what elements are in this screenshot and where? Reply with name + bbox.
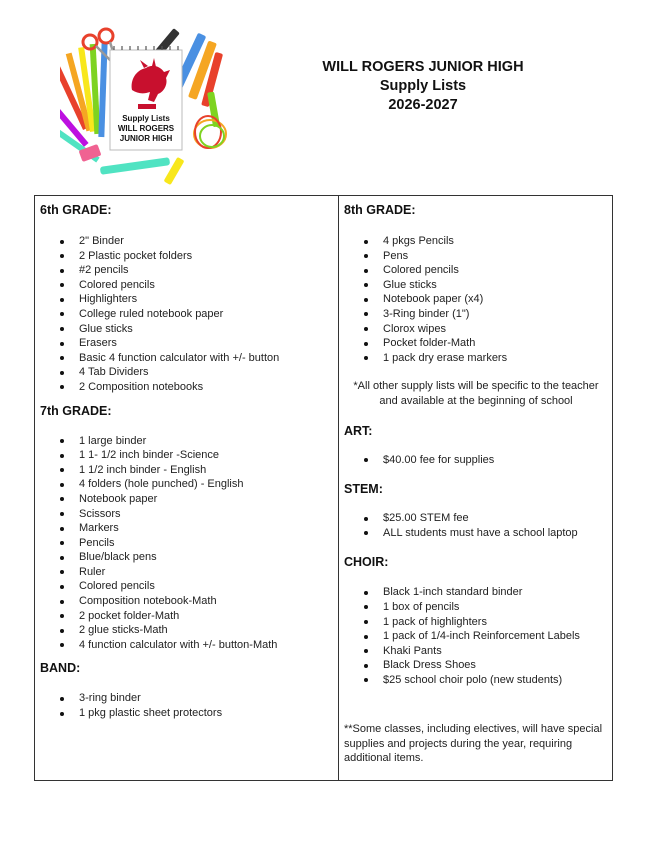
list-item: 4 function calculator with +/- button-Math	[40, 638, 338, 653]
list-item: $40.00 fee for supplies	[344, 453, 612, 468]
list-item: Scissors	[40, 507, 338, 522]
list-item: 2" Binder	[40, 234, 338, 249]
item-list	[40, 234, 338, 395]
section-title: BAND:	[40, 661, 81, 676]
section-choir	[344, 554, 612, 687]
list-item: Markers	[40, 521, 338, 536]
left-column	[35, 196, 339, 780]
section-title: 6th GRADE:	[40, 203, 112, 217]
list-item: Colored pencils	[344, 263, 612, 278]
section-title: ART:	[344, 423, 373, 438]
supply-table	[34, 195, 613, 781]
section-7th-grade	[40, 403, 338, 653]
note-line: *All other supply lists will be specific to the teacher	[353, 380, 599, 393]
list-item: Basic 4 function calculator with +/- button	[40, 351, 338, 366]
section-title: 7th GRADE:	[40, 403, 112, 418]
section-art	[344, 423, 612, 468]
notebook-icon	[110, 46, 182, 150]
list-item: Erasers	[40, 336, 338, 351]
notebook-label-line3: JUNIOR HIGH	[119, 134, 173, 143]
item-list	[344, 453, 612, 468]
list-item: Glue sticks	[344, 278, 612, 293]
list-item: Notebook paper	[40, 492, 338, 507]
list-item: Black Dress Shoes	[344, 658, 612, 673]
list-item: 2 glue sticks-Math	[40, 623, 338, 638]
list-item: Highlighters	[40, 292, 338, 307]
list-item: Composition notebook-Math	[40, 594, 338, 609]
teacher-note	[344, 379, 608, 408]
item-list	[344, 585, 612, 687]
list-item: Blue/black pens	[40, 550, 338, 565]
list-item: 1 pack dry erase markers	[344, 351, 612, 366]
list-item: 2 Plastic pocket folders	[40, 249, 338, 264]
section-8th-grade	[344, 202, 612, 409]
list-item: 1 pkg plastic sheet protectors	[40, 706, 338, 721]
section-title: 8th GRADE:	[344, 203, 416, 217]
list-item: 2 pocket folder-Math	[40, 609, 338, 624]
list-item: Ruler	[40, 565, 338, 580]
list-item: 1 pack of highlighters	[344, 615, 612, 630]
note-line: and available at the beginning of school	[379, 394, 573, 407]
document-title	[300, 58, 546, 115]
list-item: Notebook paper (x4)	[344, 292, 612, 307]
section-band	[40, 660, 338, 720]
list-item: $25 school choir polo (new students)	[344, 673, 612, 688]
item-list	[40, 691, 338, 720]
section-title: STEM:	[344, 482, 383, 497]
list-item: 3-Ring binder (1")	[344, 307, 612, 322]
list-item: $25.00 STEM fee	[344, 511, 612, 526]
section-title: CHOIR:	[344, 555, 389, 570]
list-item: Colored pencils	[40, 278, 338, 293]
list-item: 4 pkgs Pencils	[344, 234, 612, 249]
list-item: 1 1- 1/2 inch binder -Science	[40, 448, 338, 463]
school-year: 2026-2027	[388, 97, 458, 113]
list-item: Glue sticks	[40, 322, 338, 337]
list-item: College ruled notebook paper	[40, 307, 338, 322]
school-name: WILL ROGERS JUNIOR HIGH	[322, 59, 524, 75]
list-item: Clorox wipes	[344, 322, 612, 337]
item-list	[344, 234, 612, 365]
list-item: 1 box of pencils	[344, 600, 612, 615]
list-item: Black 1-inch standard binder	[344, 585, 612, 600]
document-subtitle: Supply Lists	[379, 78, 467, 94]
note-line: additional items.	[344, 752, 424, 765]
note-line: supplies and projects during the year, requiring	[344, 737, 573, 750]
list-item: Khaki Pants	[344, 644, 612, 659]
list-item: Pencils	[40, 536, 338, 551]
list-item: #2 pencils	[40, 263, 338, 278]
colored-pencils-icon	[60, 42, 108, 163]
list-item: 1 1/2 inch binder - English	[40, 463, 338, 478]
list-item: 2 Composition notebooks	[40, 380, 338, 395]
item-list	[40, 434, 338, 653]
supplies-illustration	[60, 22, 230, 187]
list-item: Pens	[344, 249, 612, 264]
list-item: 3-ring binder	[40, 691, 338, 706]
rubber-bands-icon	[194, 116, 226, 148]
footer-note	[344, 722, 602, 766]
list-item: 4 Tab Dividers	[40, 365, 338, 380]
notebook-label-line2: WILL ROGERS	[117, 124, 175, 133]
notebook-label-line1: Supply Lists	[122, 114, 170, 123]
list-item: 1 pack of 1/4-inch Reinforcement Labels	[344, 629, 612, 644]
list-item: Colored pencils	[40, 579, 338, 594]
note-line: **Some classes, including electives, will have special	[344, 723, 603, 735]
item-list	[344, 511, 612, 540]
right-column	[339, 196, 612, 780]
section-6th-grade	[40, 202, 338, 395]
list-item: ALL students must have a school laptop	[344, 526, 612, 541]
list-item: 4 folders (hole punched) - English	[40, 477, 338, 492]
list-item: 1 large binder	[40, 434, 338, 449]
list-item: Pocket folder-Math	[344, 336, 612, 351]
section-stem	[344, 481, 612, 540]
